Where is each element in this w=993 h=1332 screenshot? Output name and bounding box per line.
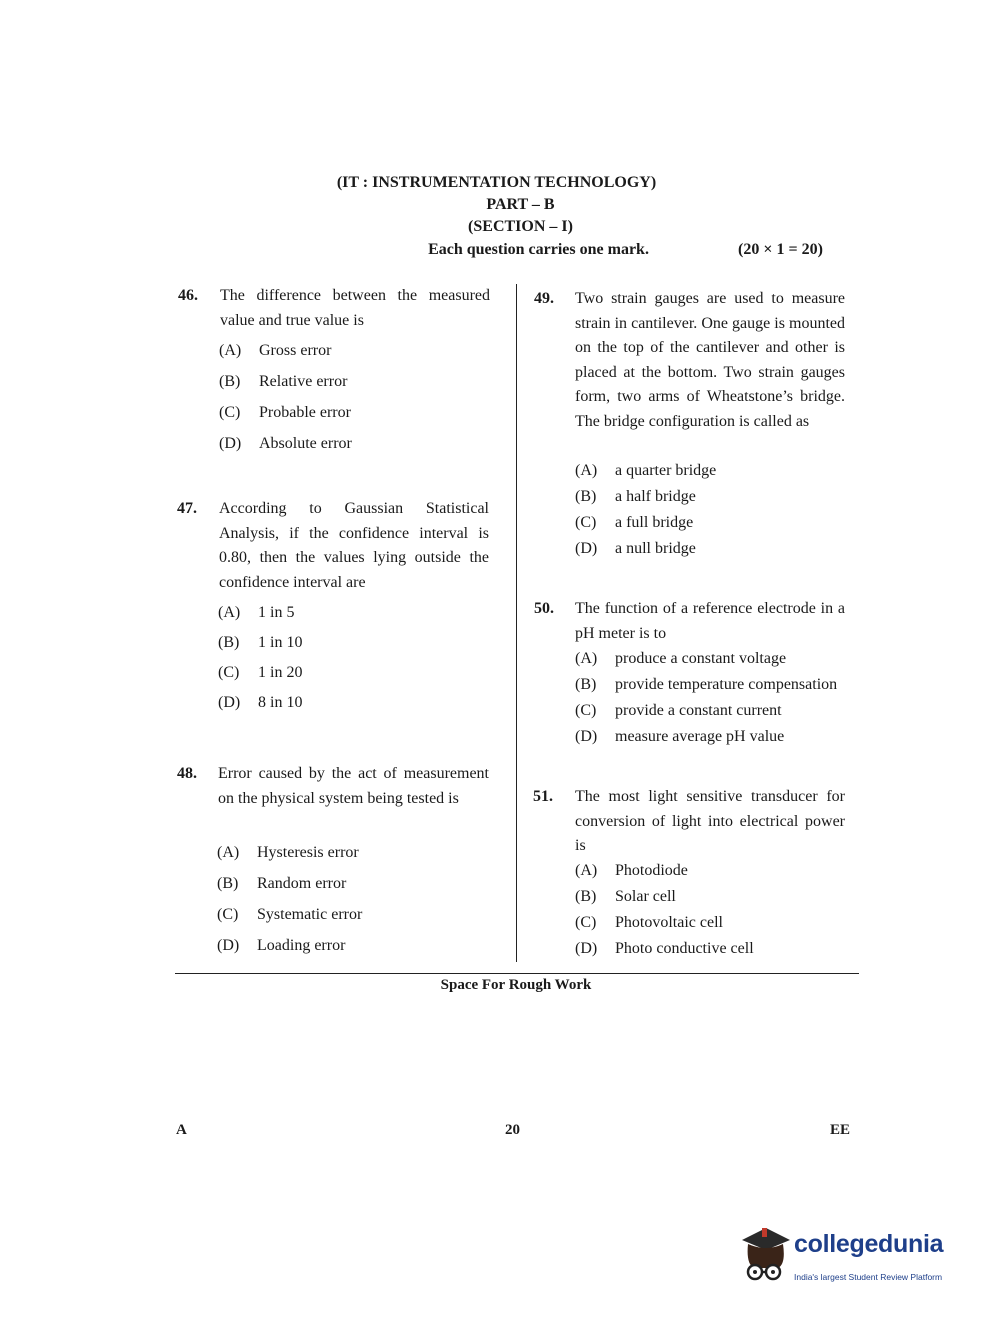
collegedunia-logo <box>736 1224 966 1288</box>
footer-page-number: 20 <box>505 1122 520 1138</box>
option-c: (C) Systematic error <box>217 906 363 923</box>
student-mascot-icon <box>736 1224 792 1284</box>
option-d: (D) Photo conductive cell <box>575 940 754 957</box>
option-b: (B) Relative error <box>219 373 348 390</box>
option-d: (D) Loading error <box>217 937 346 954</box>
question-50 <box>534 597 854 752</box>
question-51 <box>533 785 853 965</box>
question-number: 47. <box>177 500 197 517</box>
brand-name: collegedunia <box>794 1230 944 1258</box>
question-47 <box>177 497 497 722</box>
rough-work-divider <box>175 973 859 974</box>
option-d: (D) 8 in 10 <box>218 694 303 711</box>
option-b: (B) a half bridge <box>575 488 696 505</box>
question-number: 49. <box>534 290 554 307</box>
question-48 <box>177 762 497 967</box>
question-text: The difference between the measured value and true value is <box>220 287 490 329</box>
question-text: Error caused by the act of measurement on the physical system being tested is <box>218 765 489 807</box>
option-b: (B) 1 in 10 <box>218 634 303 651</box>
question-text: The function of a reference electrode in a pH meter is to <box>575 600 845 642</box>
question-46 <box>178 284 498 464</box>
question-number: 48. <box>177 765 197 782</box>
exam-subject-title: (IT : INSTRUMENTATION TECHNOLOGY) <box>336 174 657 191</box>
question-number: 46. <box>178 287 198 304</box>
marks-instruction: Each question carries one mark. <box>428 241 649 258</box>
part-title: PART – B <box>486 196 555 213</box>
option-d: (D) Absolute error <box>219 435 352 452</box>
question-text: The most light sensitive transducer for conversion of light into electrical power is <box>575 788 845 854</box>
option-b: (B) Solar cell <box>575 888 676 905</box>
option-a: (A) produce a constant voltage <box>575 650 787 667</box>
option-b: (B) Random error <box>217 875 347 892</box>
option-c: (C) Probable error <box>219 404 351 421</box>
option-a: (A) a quarter bridge <box>575 462 717 479</box>
column-divider <box>516 284 517 962</box>
section-title: (SECTION – I) <box>468 218 573 235</box>
question-number: 50. <box>534 600 554 617</box>
option-c: (C) Photovoltaic cell <box>575 914 723 931</box>
option-a: (A) 1 in 5 <box>218 604 295 621</box>
marks-total: (20 × 1 = 20) <box>738 241 823 258</box>
option-a: (A) Photodiode <box>575 862 688 879</box>
option-a: (A) Hysteresis error <box>217 844 359 861</box>
option-c: (C) provide a constant current <box>575 702 782 719</box>
question-text: According to Gaussian Statistical Analysis, if the confidence interval is 0.80, then the values lying outside the confidence interval are <box>219 500 489 591</box>
option-c: (C) 1 in 20 <box>218 664 303 681</box>
option-a: (A) Gross error <box>219 342 332 359</box>
footer-series-code: A <box>176 1122 187 1138</box>
option-d: (D) a null bridge <box>575 540 696 557</box>
footer-subject-code: EE <box>830 1122 851 1138</box>
option-d: (D) measure average pH value <box>575 728 785 745</box>
brand-tagline: India's largest Student Review Platform <box>794 1272 943 1282</box>
option-c: (C) a full bridge <box>575 514 694 531</box>
question-number: 51. <box>533 788 553 805</box>
question-text: Two strain gauges are used to measure strain in cantilever. One gauge is mounted on the top of the cantilever and other is placed at the bottom. Two strain gauges form, two arms of Wheatstone’s bridge. The bridge configuration is called as <box>575 290 845 430</box>
rough-work-label: Space For Rough Work <box>440 977 592 993</box>
option-b: (B) provide temperature compensation <box>575 676 838 693</box>
question-49 <box>534 287 854 567</box>
